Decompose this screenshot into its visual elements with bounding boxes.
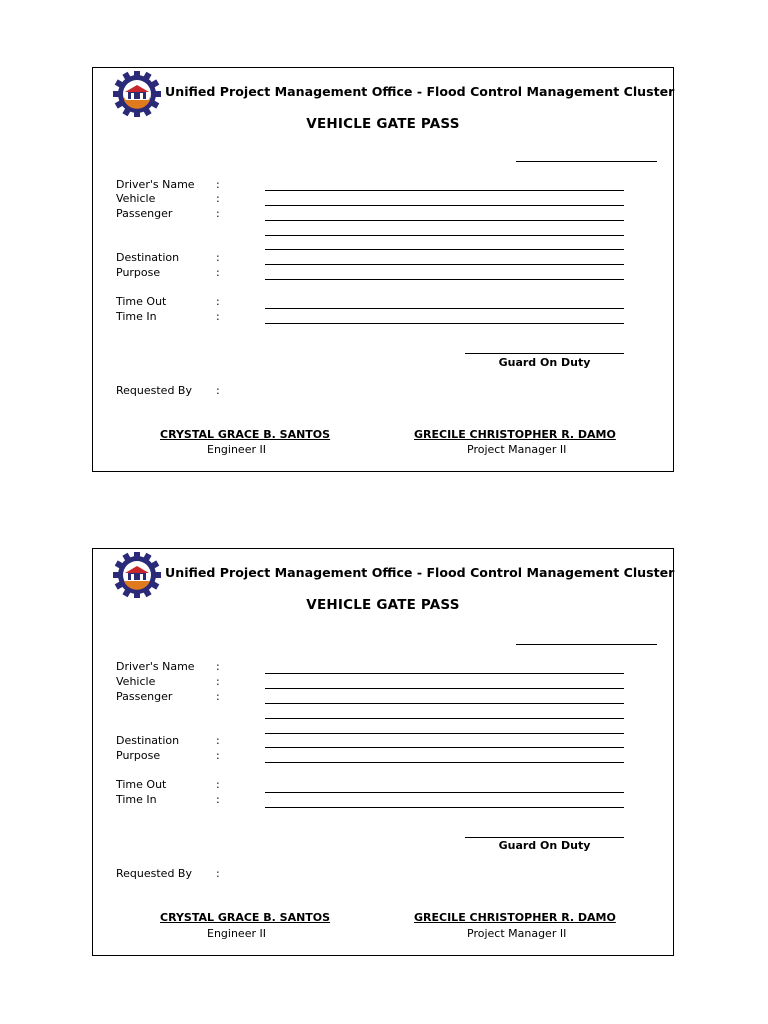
destination-field[interactable] bbox=[265, 264, 624, 265]
gate-pass-1 bbox=[92, 67, 674, 472]
destination-field[interactable] bbox=[265, 747, 624, 748]
colon: : bbox=[216, 207, 220, 220]
office-name: Unified Project Management Office - Flood Control Management Cluster bbox=[165, 84, 675, 99]
guard-signature-line[interactable] bbox=[465, 837, 624, 838]
passenger-label: Passenger bbox=[116, 690, 173, 703]
time-in-label: Time In bbox=[116, 793, 157, 806]
passenger-field-3[interactable] bbox=[265, 249, 624, 250]
time-out-field[interactable] bbox=[265, 792, 624, 793]
signatory-title-1: Engineer II bbox=[207, 927, 266, 940]
colon: : bbox=[216, 178, 220, 191]
signatory-name-2: GRECILE CHRISTOPHER R. DAMO bbox=[414, 428, 616, 441]
form-title: VEHICLE GATE PASS bbox=[306, 116, 460, 132]
passenger-field-2[interactable] bbox=[265, 718, 624, 719]
time-in-field[interactable] bbox=[265, 323, 624, 324]
destination-label: Destination bbox=[116, 251, 180, 264]
requested-by-label: Requested By bbox=[116, 384, 192, 397]
colon: : bbox=[216, 690, 220, 703]
signatory-title-2: Project Manager II bbox=[467, 443, 567, 456]
time-out-field[interactable] bbox=[265, 308, 624, 309]
purpose-label: Purpose bbox=[116, 266, 161, 279]
dpwh-gear-emblem-icon bbox=[105, 71, 169, 117]
dpwh-gear-emblem-icon bbox=[105, 552, 169, 598]
colon: : bbox=[216, 867, 220, 880]
signatory-name-1: CRYSTAL GRACE B. SANTOS bbox=[160, 428, 331, 441]
date-line[interactable] bbox=[516, 644, 657, 645]
signatory-title-1: Engineer II bbox=[207, 443, 266, 456]
form-title: VEHICLE GATE PASS bbox=[306, 597, 460, 613]
colon: : bbox=[216, 749, 220, 762]
time-out-label: Time Out bbox=[116, 295, 167, 308]
purpose-label: Purpose bbox=[116, 749, 161, 762]
time-in-field[interactable] bbox=[265, 807, 624, 808]
vehicle-field[interactable] bbox=[265, 688, 624, 689]
colon: : bbox=[216, 675, 220, 688]
drivers-name-field[interactable] bbox=[265, 673, 624, 674]
drivers-name-field[interactable] bbox=[265, 190, 624, 191]
office-name: Unified Project Management Office - Flood Control Management Cluster bbox=[165, 565, 675, 580]
guard-on-duty-label: Guard On Duty bbox=[498, 839, 591, 852]
colon: : bbox=[216, 266, 220, 279]
guard-on-duty-label: Guard On Duty bbox=[498, 356, 591, 369]
signatory-title-2: Project Manager II bbox=[467, 927, 567, 940]
vehicle-label: Vehicle bbox=[116, 675, 156, 688]
colon: : bbox=[216, 310, 220, 323]
colon: : bbox=[216, 192, 220, 205]
colon: : bbox=[216, 660, 220, 673]
date-line[interactable] bbox=[516, 161, 657, 162]
gate-pass-2 bbox=[92, 548, 674, 956]
vehicle-field[interactable] bbox=[265, 205, 624, 206]
colon: : bbox=[216, 778, 220, 791]
colon: : bbox=[216, 734, 220, 747]
purpose-field[interactable] bbox=[265, 279, 624, 280]
purpose-field[interactable] bbox=[265, 762, 624, 763]
passenger-field-2[interactable] bbox=[265, 235, 624, 236]
colon: : bbox=[216, 793, 220, 806]
destination-label: Destination bbox=[116, 734, 180, 747]
passenger-field[interactable] bbox=[265, 703, 624, 704]
vehicle-label: Vehicle bbox=[116, 192, 156, 205]
passenger-field-3[interactable] bbox=[265, 733, 624, 734]
signatory-name-2: GRECILE CHRISTOPHER R. DAMO bbox=[414, 911, 616, 924]
signatory-name-1: CRYSTAL GRACE B. SANTOS bbox=[160, 911, 331, 924]
passenger-field[interactable] bbox=[265, 220, 624, 221]
drivers-name-label: Driver's Name bbox=[116, 178, 195, 191]
time-in-label: Time In bbox=[116, 310, 157, 323]
colon: : bbox=[216, 251, 220, 264]
guard-signature-line[interactable] bbox=[465, 353, 624, 354]
colon: : bbox=[216, 295, 220, 308]
colon: : bbox=[216, 384, 220, 397]
drivers-name-label: Driver's Name bbox=[116, 660, 195, 673]
requested-by-label: Requested By bbox=[116, 867, 192, 880]
time-out-label: Time Out bbox=[116, 778, 167, 791]
passenger-label: Passenger bbox=[116, 207, 173, 220]
